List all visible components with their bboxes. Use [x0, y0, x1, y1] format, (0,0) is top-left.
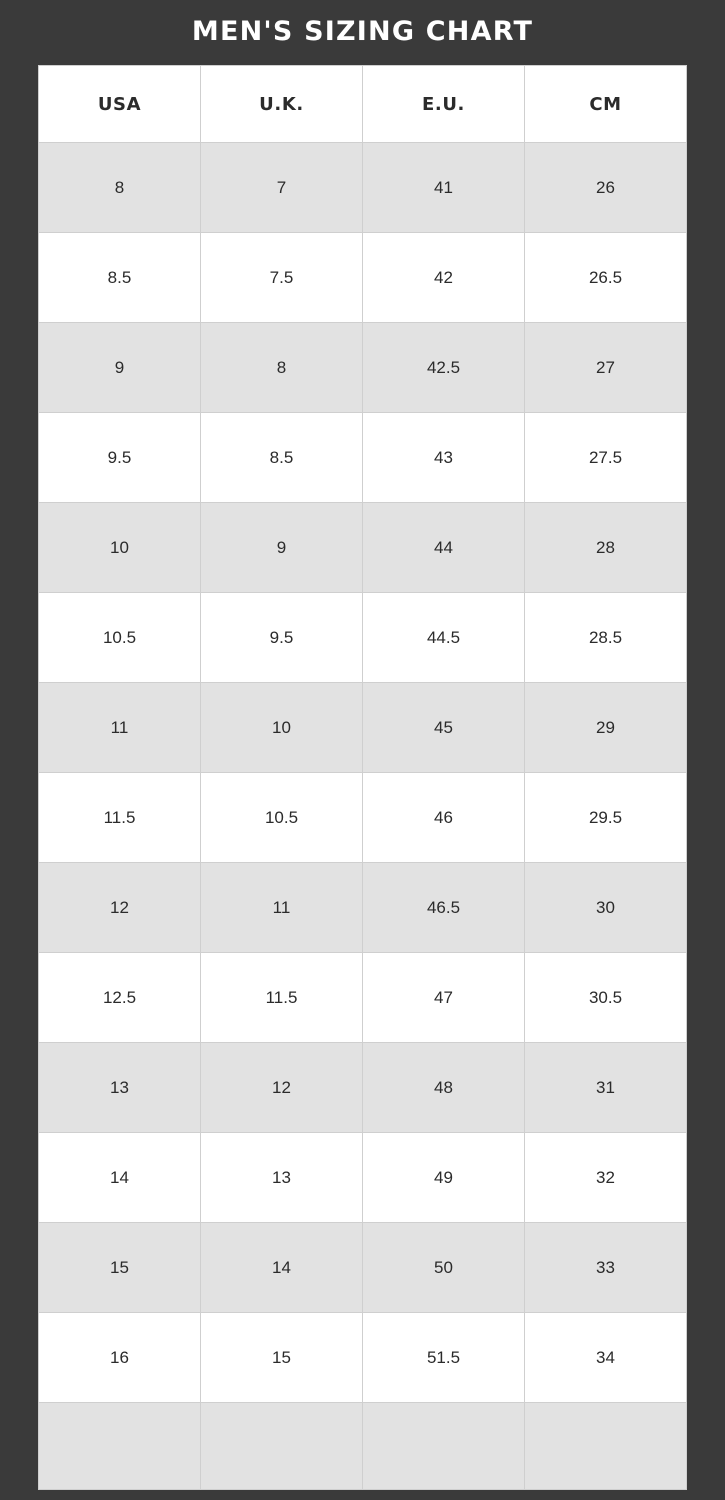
table-cell: 46	[363, 773, 525, 863]
table-row	[39, 1133, 687, 1223]
table-cell: 33	[525, 1223, 687, 1313]
table-cell: 42	[363, 233, 525, 323]
table-cell: 30	[525, 863, 687, 953]
table-row	[39, 953, 687, 1043]
table-cell: 15	[201, 1313, 363, 1403]
table-row	[39, 233, 687, 323]
table-cell: 10	[201, 683, 363, 773]
table-cell	[363, 1403, 525, 1490]
table-cell: 26.5	[525, 233, 687, 323]
table-cell: 32	[525, 1133, 687, 1223]
table-cell: 28.5	[525, 593, 687, 683]
table-cell: 44.5	[363, 593, 525, 683]
table-cell: 14	[39, 1133, 201, 1223]
table-cell: 31	[525, 1043, 687, 1133]
table-row	[39, 1403, 687, 1490]
table-cell	[201, 1403, 363, 1490]
page-title: MEN'S SIZING CHART	[191, 16, 534, 47]
table-row	[39, 503, 687, 593]
table-header	[39, 66, 687, 143]
table-cell: 48	[363, 1043, 525, 1133]
table-cell: 26	[525, 143, 687, 233]
table-body	[39, 143, 687, 1490]
table-cell: 9	[201, 503, 363, 593]
sizing-table	[38, 65, 687, 1490]
table-cell: 29.5	[525, 773, 687, 863]
table-cell: 34	[525, 1313, 687, 1403]
table-cell: 9.5	[39, 413, 201, 503]
table-cell	[525, 1403, 687, 1490]
table-cell: 14	[201, 1223, 363, 1313]
table-row	[39, 863, 687, 953]
table-row	[39, 1313, 687, 1403]
table-row	[39, 773, 687, 863]
table-cell: 13	[39, 1043, 201, 1133]
table-cell: 49	[363, 1133, 525, 1223]
table-row	[39, 683, 687, 773]
table-row	[39, 1043, 687, 1133]
column-header-uk: U.K.	[201, 66, 363, 143]
table-cell: 7.5	[201, 233, 363, 323]
table-cell: 8.5	[39, 233, 201, 323]
table-cell: 45	[363, 683, 525, 773]
table-cell: 51.5	[363, 1313, 525, 1403]
table-row	[39, 1223, 687, 1313]
table-cell: 8	[201, 323, 363, 413]
table-row	[39, 143, 687, 233]
table-cell: 29	[525, 683, 687, 773]
table-cell: 42.5	[363, 323, 525, 413]
table-cell: 10.5	[201, 773, 363, 863]
table-header-row	[39, 66, 687, 143]
column-header-cm: CM	[525, 66, 687, 143]
table-cell: 27	[525, 323, 687, 413]
column-header-usa: USA	[39, 66, 201, 143]
table-cell: 7	[201, 143, 363, 233]
table-cell: 9.5	[201, 593, 363, 683]
table-cell: 8	[39, 143, 201, 233]
table-cell: 30.5	[525, 953, 687, 1043]
table-cell: 28	[525, 503, 687, 593]
table-cell: 11	[39, 683, 201, 773]
table-row	[39, 413, 687, 503]
table-cell: 27.5	[525, 413, 687, 503]
table-cell: 15	[39, 1223, 201, 1313]
table-cell: 47	[363, 953, 525, 1043]
table-cell: 46.5	[363, 863, 525, 953]
table-cell: 16	[39, 1313, 201, 1403]
table-cell: 12	[201, 1043, 363, 1133]
table-cell: 11.5	[201, 953, 363, 1043]
table-cell: 13	[201, 1133, 363, 1223]
table-cell: 10	[39, 503, 201, 593]
table-cell: 12	[39, 863, 201, 953]
table-cell: 50	[363, 1223, 525, 1313]
table-cell: 11.5	[39, 773, 201, 863]
table-row	[39, 593, 687, 683]
column-header-eu: E.U.	[363, 66, 525, 143]
table-cell: 43	[363, 413, 525, 503]
table-cell: 11	[201, 863, 363, 953]
table-cell: 10.5	[39, 593, 201, 683]
table-cell: 12.5	[39, 953, 201, 1043]
table-cell	[39, 1403, 201, 1490]
table-cell: 9	[39, 323, 201, 413]
table-row	[39, 323, 687, 413]
table-cell: 44	[363, 503, 525, 593]
table-cell: 8.5	[201, 413, 363, 503]
table-cell: 41	[363, 143, 525, 233]
